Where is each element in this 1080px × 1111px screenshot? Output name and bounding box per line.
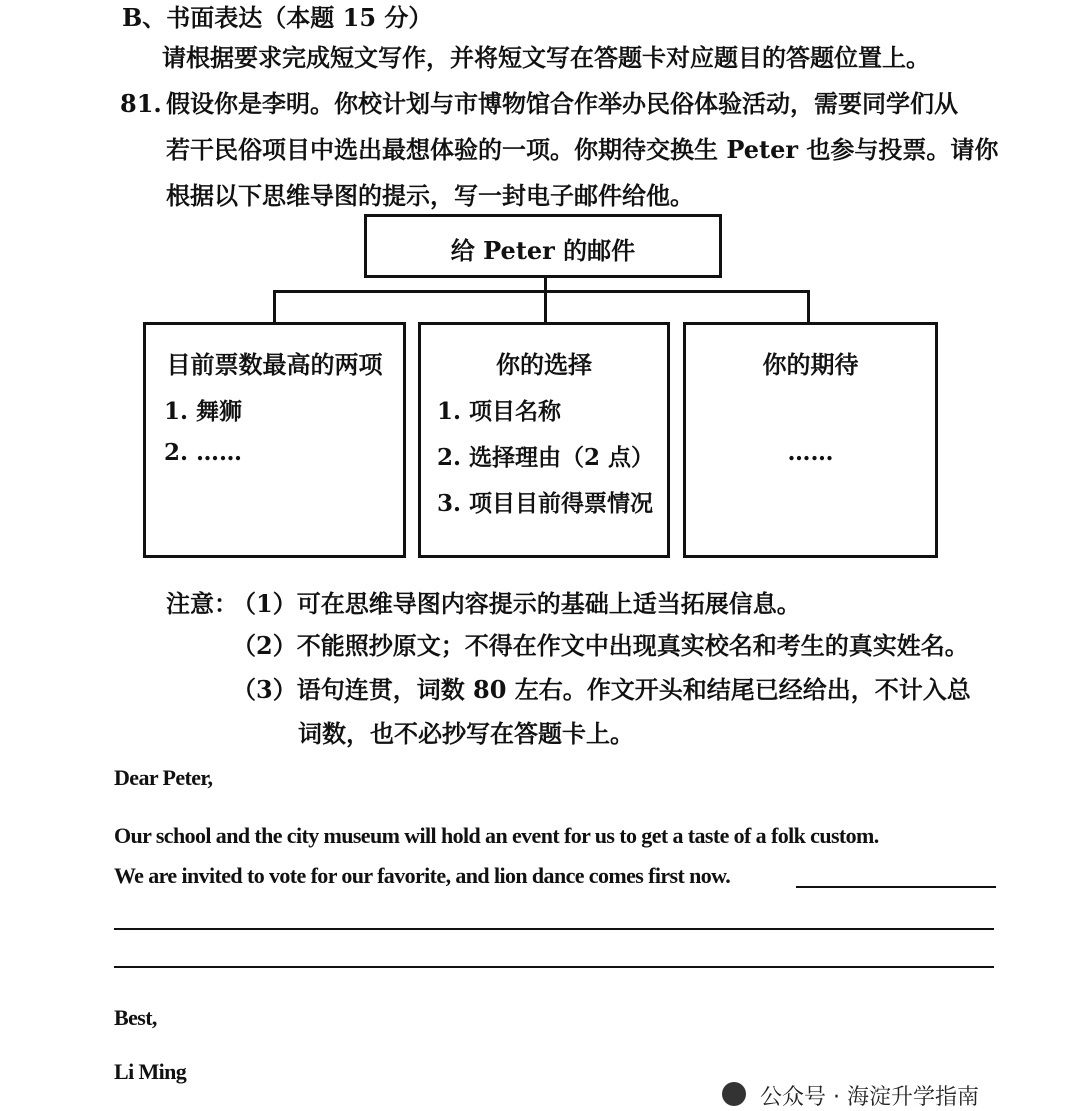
branch-item: 2. 选择理由（2 点）	[437, 444, 655, 471]
note-3-line-1: （3）语句连贯，词数 80 左右。作文开头和结尾已经给出，不计入总	[232, 675, 971, 704]
question-line-1: 假设你是李明。你校计划与市博物馆合作举办民俗体验活动，需要同学们从	[166, 89, 958, 118]
mindmap-branch-top-votes	[143, 322, 406, 558]
branch-title: 你的期待	[762, 350, 859, 379]
section-instruction: 请根据要求完成短文写作，并将短文写在答题卡对应题目的答题位置上。	[162, 43, 930, 72]
wechat-icon	[722, 1082, 746, 1106]
connector-middle	[544, 290, 547, 323]
mindmap-branch-your-choice	[418, 322, 670, 558]
answer-blank-2	[114, 928, 994, 930]
branch-title: 你的选择	[496, 350, 592, 379]
letter-signature: Li Ming	[114, 1059, 187, 1084]
branch-item: 1. 项目名称	[437, 398, 562, 425]
notes-label: 注意：	[166, 589, 238, 618]
note-2: （2）不能照抄原文；不得在作文中出现真实校名和考生的真实姓名。	[232, 631, 969, 660]
branch-item: 2. ……	[164, 439, 243, 466]
letter-line-2: We are invited to vote for our favorite, and lion dance comes first now.	[114, 863, 731, 888]
mindmap-root-label: 给 Peter 的邮件	[450, 236, 636, 265]
connector-left	[273, 290, 276, 323]
question-line-2: 若干民俗项目中选出最想体验的一项。你期待交换生 Peter 也参与投票。请你	[166, 135, 999, 164]
mindmap-branch-expectation	[683, 322, 938, 558]
connector-right	[807, 290, 810, 323]
mindmap-root-box	[364, 214, 722, 278]
note-3-line-2: 词数，也不必抄写在答题卡上。	[298, 719, 634, 748]
letter-line-1: Our school and the city museum will hold an event for us to get a taste of a folk custom.	[114, 823, 879, 848]
answer-blank-1	[796, 886, 996, 888]
connector-horizontal	[273, 290, 810, 293]
answer-blank-3	[114, 966, 994, 968]
branch-title: 目前票数最高的两项	[166, 350, 383, 379]
note-1: （1）可在思维导图内容提示的基础上适当拓展信息。	[232, 589, 801, 618]
branch-item: 3. 项目目前得票情况	[437, 490, 654, 517]
letter-salutation: Dear Peter,	[114, 765, 213, 790]
question-number: 81.	[120, 89, 162, 118]
letter-closing: Best,	[114, 1005, 157, 1030]
branch-item: 1. 舞狮	[164, 398, 243, 425]
watermark-text: 公众号 · 海淀升学指南	[760, 1085, 979, 1110]
branch-item: ……	[787, 439, 834, 466]
question-line-3: 根据以下思维导图的提示，写一封电子邮件给他。	[166, 181, 694, 210]
section-heading: B、书面表达（本题 15 分）	[122, 3, 433, 32]
